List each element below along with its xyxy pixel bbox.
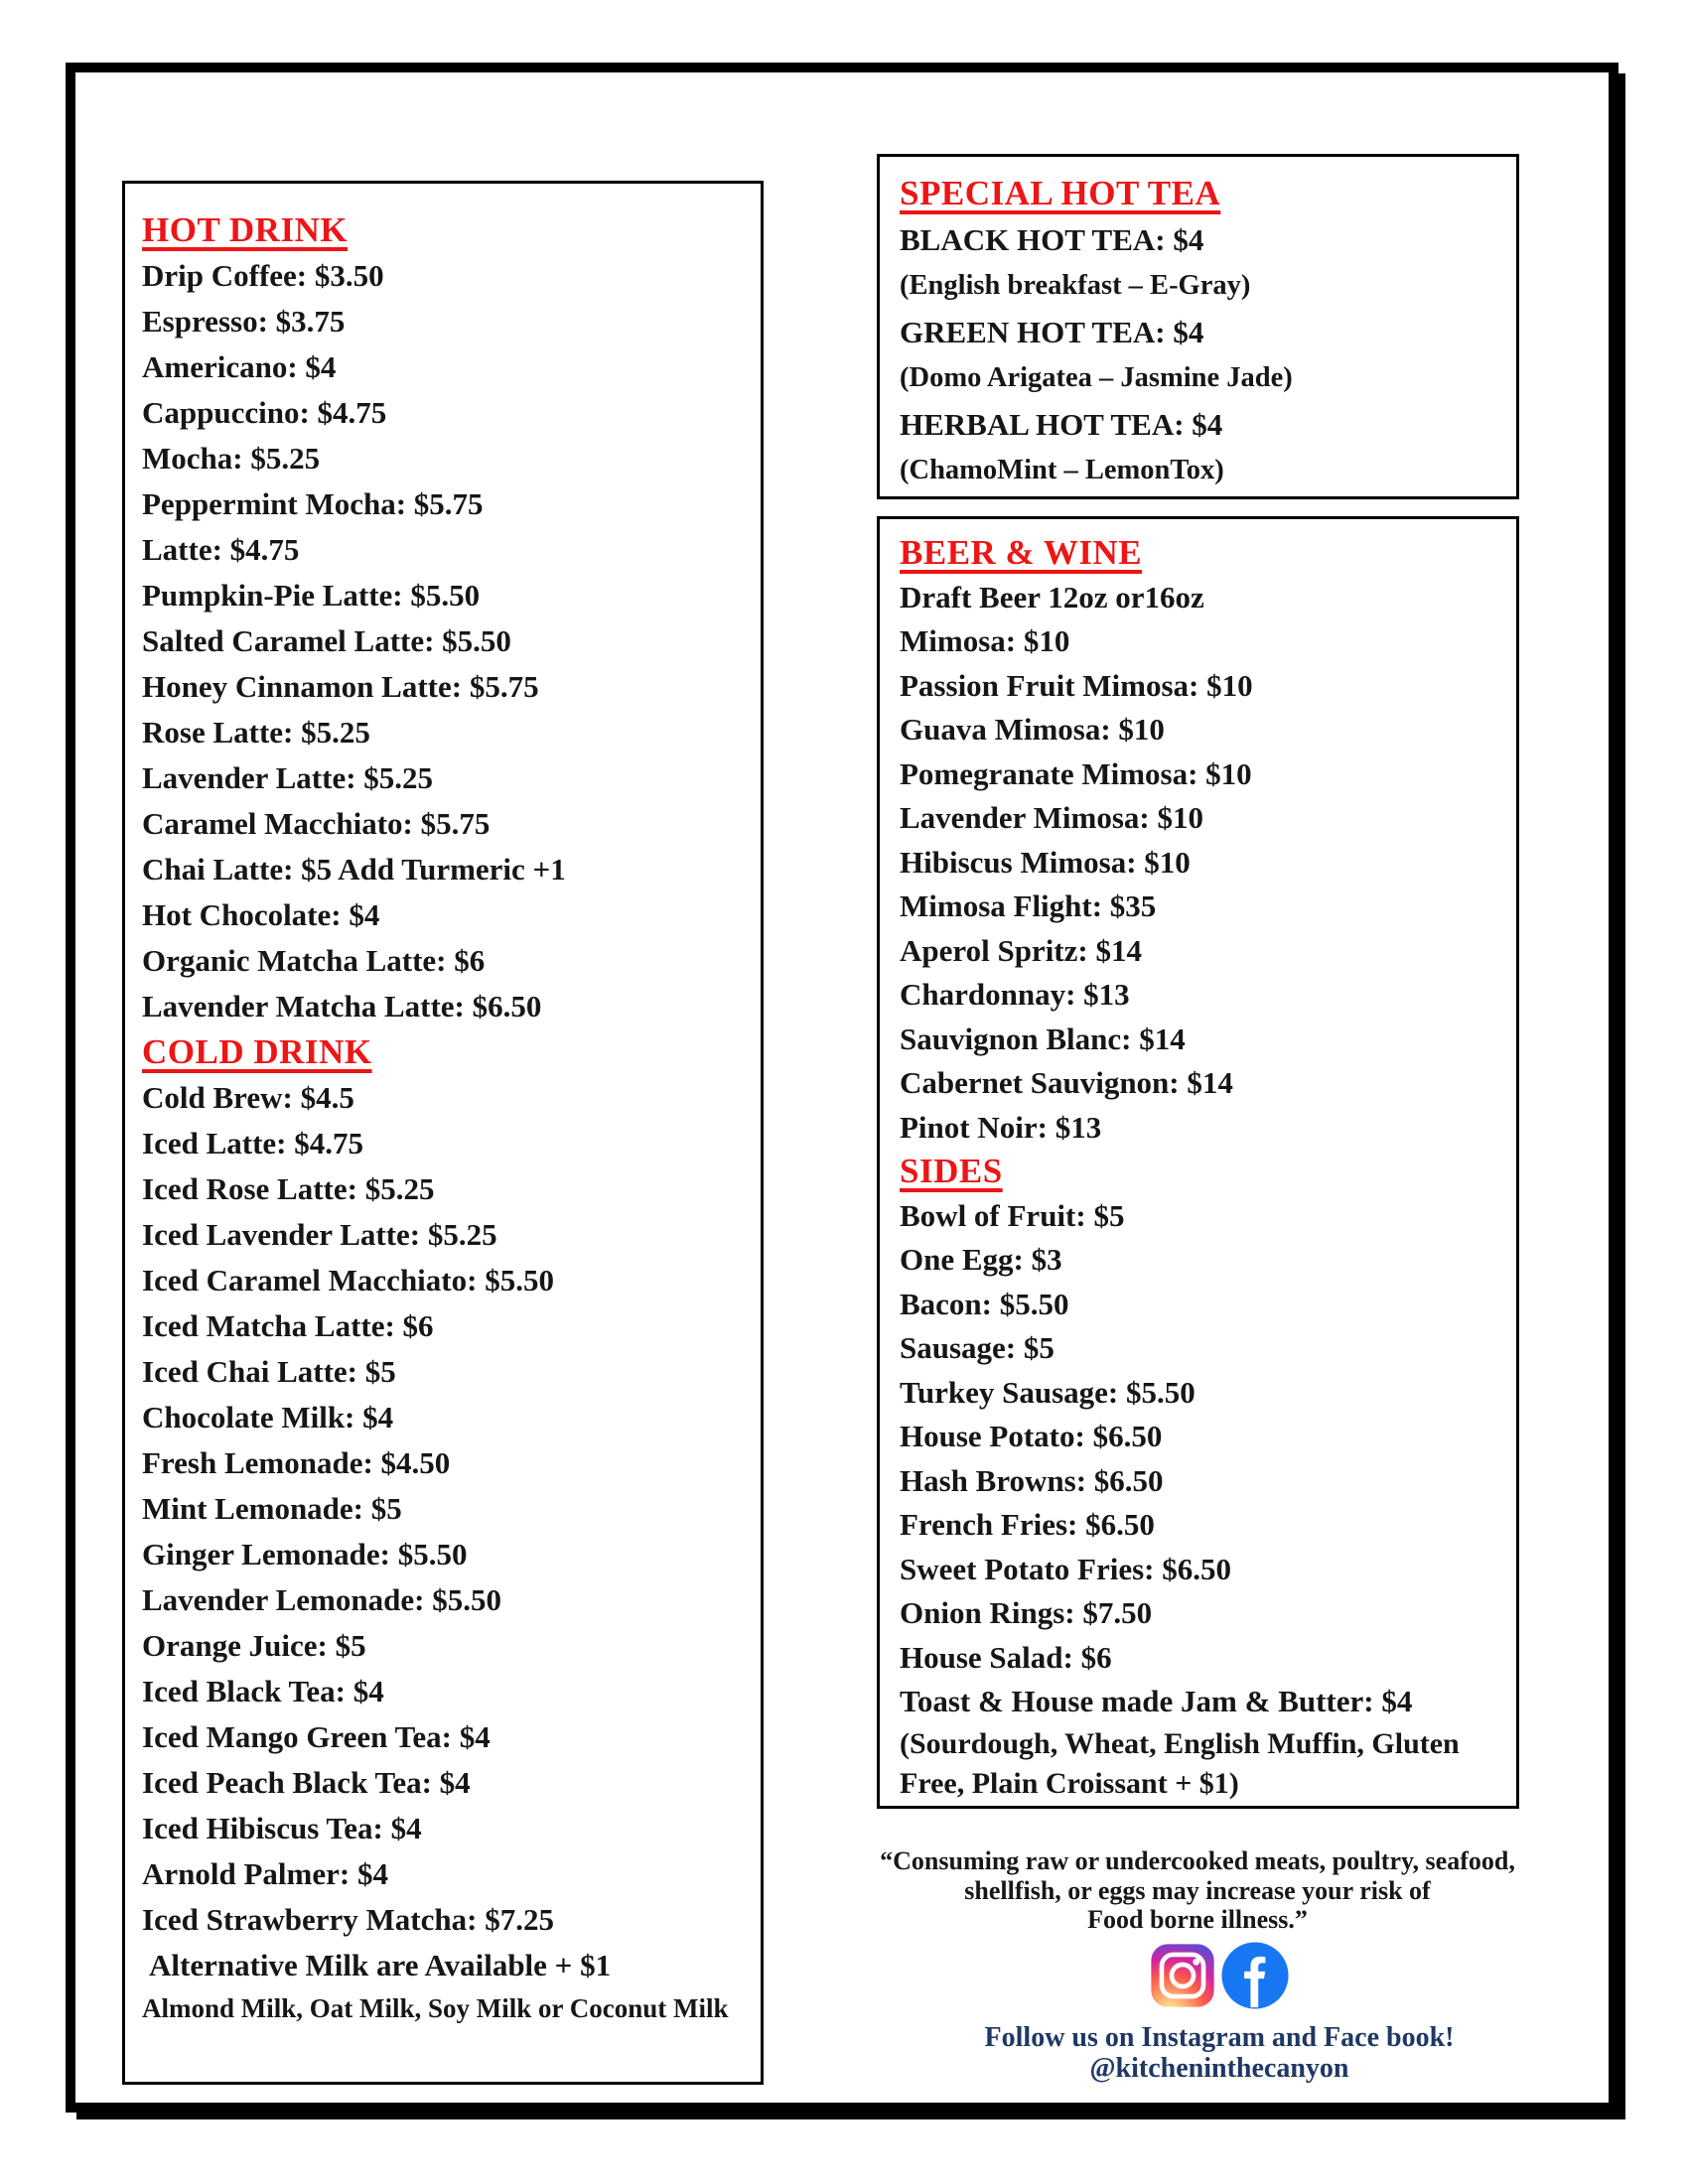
menu-item: Ginger Lemonade: $5.50 <box>142 1537 468 1571</box>
menu-item: Lavender Mimosa: $10 <box>900 800 1203 835</box>
menu-item: Toast & House made Jam & Butter: $4 <box>900 1684 1413 1718</box>
menu-item: HERBAL HOT TEA: $4 <box>900 406 1223 442</box>
menu-box-beer-wine-sides <box>877 516 1519 1809</box>
disclaimer-line: shellfish, or eggs may increase your risk of <box>964 1875 1431 1905</box>
menu-item: Honey Cinnamon Latte: $5.75 <box>142 669 539 704</box>
menu-item: Mocha: $5.25 <box>142 441 321 476</box>
menu-item: Hash Browns: $6.50 <box>900 1462 1164 1498</box>
menu-item: (ChamoMint – LemonTox) <box>900 455 1224 485</box>
menu-item: Sweet Potato Fries: $6.50 <box>900 1551 1232 1586</box>
menu-item: Arnold Palmer: $4 <box>142 1856 388 1891</box>
section-heading: SPECIAL HOT TEA <box>900 174 1221 212</box>
menu-item: Fresh Lemonade: $4.50 <box>142 1445 451 1480</box>
menu-item: Mimosa Flight: $35 <box>900 888 1157 923</box>
social-handle-text: @kitcheninthecanyon <box>1089 2052 1349 2084</box>
section-heading: SIDES <box>900 1152 1003 1190</box>
menu-item: Passion Fruit Mimosa: $10 <box>900 667 1253 703</box>
menu-item: Lavender Latte: $5.25 <box>142 760 434 795</box>
menu-item: Iced Black Tea: $4 <box>142 1674 384 1708</box>
menu-item: Lavender Matcha Latte: $6.50 <box>142 989 542 1024</box>
disclaimer <box>850 1846 1545 1935</box>
disclaimer-line: Food borne illness.” <box>1087 1905 1308 1934</box>
menu-item: Guava Mimosa: $10 <box>900 712 1165 747</box>
menu-item: Latte: $4.75 <box>142 532 300 567</box>
menu-item: Salted Caramel Latte: $5.50 <box>142 623 511 658</box>
menu-item: Pomegranate Mimosa: $10 <box>900 755 1252 791</box>
menu-item: Pinot Noir: $13 <box>900 1109 1102 1145</box>
menu-item: Bacon: $5.50 <box>900 1286 1069 1321</box>
menu-item: One Egg: $3 <box>900 1242 1062 1277</box>
menu-item: Hibiscus Mimosa: $10 <box>900 844 1191 880</box>
menu-item: French Fries: $6.50 <box>900 1507 1155 1542</box>
menu-item: Americano: $4 <box>142 349 337 384</box>
menu-box-special-hot-tea <box>877 154 1519 499</box>
menu-item: Cold Brew: $4.5 <box>142 1080 354 1115</box>
menu-item: Pumpkin-Pie Latte: $5.50 <box>142 578 481 613</box>
menu-item: Mint Lemonade: $5 <box>142 1491 402 1526</box>
menu-item: Lavender Lemonade: $5.50 <box>142 1582 501 1617</box>
menu-box-drinks <box>122 181 764 2085</box>
disclaimer-line: “Consuming raw or undercooked meats, poultry, seafood, <box>880 1846 1515 1875</box>
menu-item: Caramel Macchiato: $5.75 <box>142 806 491 841</box>
menu-item: (Sourdough, Wheat, English Muffin, Gluten Free, Plain Croissant + $1) <box>900 1726 1460 1800</box>
menu-item: Hot Chocolate: $4 <box>142 897 380 932</box>
instagram-icon <box>1150 1943 1215 2008</box>
menu-item: Iced Chai Latte: $5 <box>142 1354 396 1389</box>
menu-item: Draft Beer 12oz or16oz <box>900 579 1204 614</box>
menu-item: Iced Hibiscus Tea: $4 <box>142 1811 422 1845</box>
menu-item: Chai Latte: $5 Add Turmeric +1 <box>142 852 566 887</box>
menu-item: House Potato: $6.50 <box>900 1419 1163 1453</box>
menu-item: Iced Rose Latte: $5.25 <box>142 1171 435 1206</box>
menu-item: Drip Coffee: $3.50 <box>142 258 384 293</box>
menu-item: Chardonnay: $13 <box>900 977 1130 1012</box>
menu-item: Organic Matcha Latte: $6 <box>142 943 486 978</box>
menu-item: Rose Latte: $5.25 <box>142 715 370 750</box>
menu-item: Iced Mango Green Tea: $4 <box>142 1719 491 1754</box>
section-heading: BEER & WINE <box>900 533 1143 572</box>
menu-item: Chocolate Milk: $4 <box>142 1400 394 1434</box>
menu-item: Peppermint Mocha: $5.75 <box>142 486 484 521</box>
menu-item: Iced Caramel Macchiato: $5.50 <box>142 1263 554 1297</box>
facebook-icon <box>1220 1941 1290 2010</box>
menu-item: Aperol Spritz: $14 <box>900 932 1142 968</box>
section-heading: COLD DRINK <box>142 1032 372 1071</box>
menu-item: Iced Latte: $4.75 <box>142 1126 363 1160</box>
menu-item: Sausage: $5 <box>900 1330 1055 1365</box>
menu-item: (English breakfast – E-Gray) <box>900 270 1251 301</box>
menu-item: Onion Rings: $7.50 <box>900 1595 1153 1630</box>
menu-item: BLACK HOT TEA: $4 <box>900 221 1204 257</box>
menu-item: Mimosa: $10 <box>900 623 1070 658</box>
menu-item: (Domo Arigatea – Jasmine Jade) <box>900 362 1293 393</box>
social-icons-row <box>872 1941 1567 2010</box>
follow-text: Follow us on Instagram and Face book! <box>984 2021 1455 2053</box>
menu-item: Alternative Milk are Available + $1 <box>149 1948 612 1982</box>
menu-item: Orange Juice: $5 <box>142 1628 366 1663</box>
menu-item: Espresso: $3.75 <box>142 304 346 339</box>
menu-item: Iced Matcha Latte: $6 <box>142 1308 434 1343</box>
menu-item: Sauvignon Blanc: $14 <box>900 1021 1186 1056</box>
footer <box>850 1846 1545 2084</box>
menu-item: Cappuccino: $4.75 <box>142 395 387 430</box>
menu-item: Almond Milk, Oat Milk, Soy Milk or Coconut Milk <box>142 1993 729 2023</box>
menu-item: Cabernet Sauvignon: $14 <box>900 1065 1233 1100</box>
menu-item: Iced Strawberry Matcha: $7.25 <box>142 1902 554 1937</box>
menu-item: GREEN HOT TEA: $4 <box>900 314 1204 349</box>
menu-item: House Salad: $6 <box>900 1639 1112 1675</box>
menu-item: Bowl of Fruit: $5 <box>900 1197 1125 1233</box>
section-heading: HOT DRINK <box>142 210 349 249</box>
menu-item: Turkey Sausage: $5.50 <box>900 1374 1196 1410</box>
menu-item: Iced Lavender Latte: $5.25 <box>142 1217 497 1252</box>
menu-item: Iced Peach Black Tea: $4 <box>142 1765 471 1800</box>
